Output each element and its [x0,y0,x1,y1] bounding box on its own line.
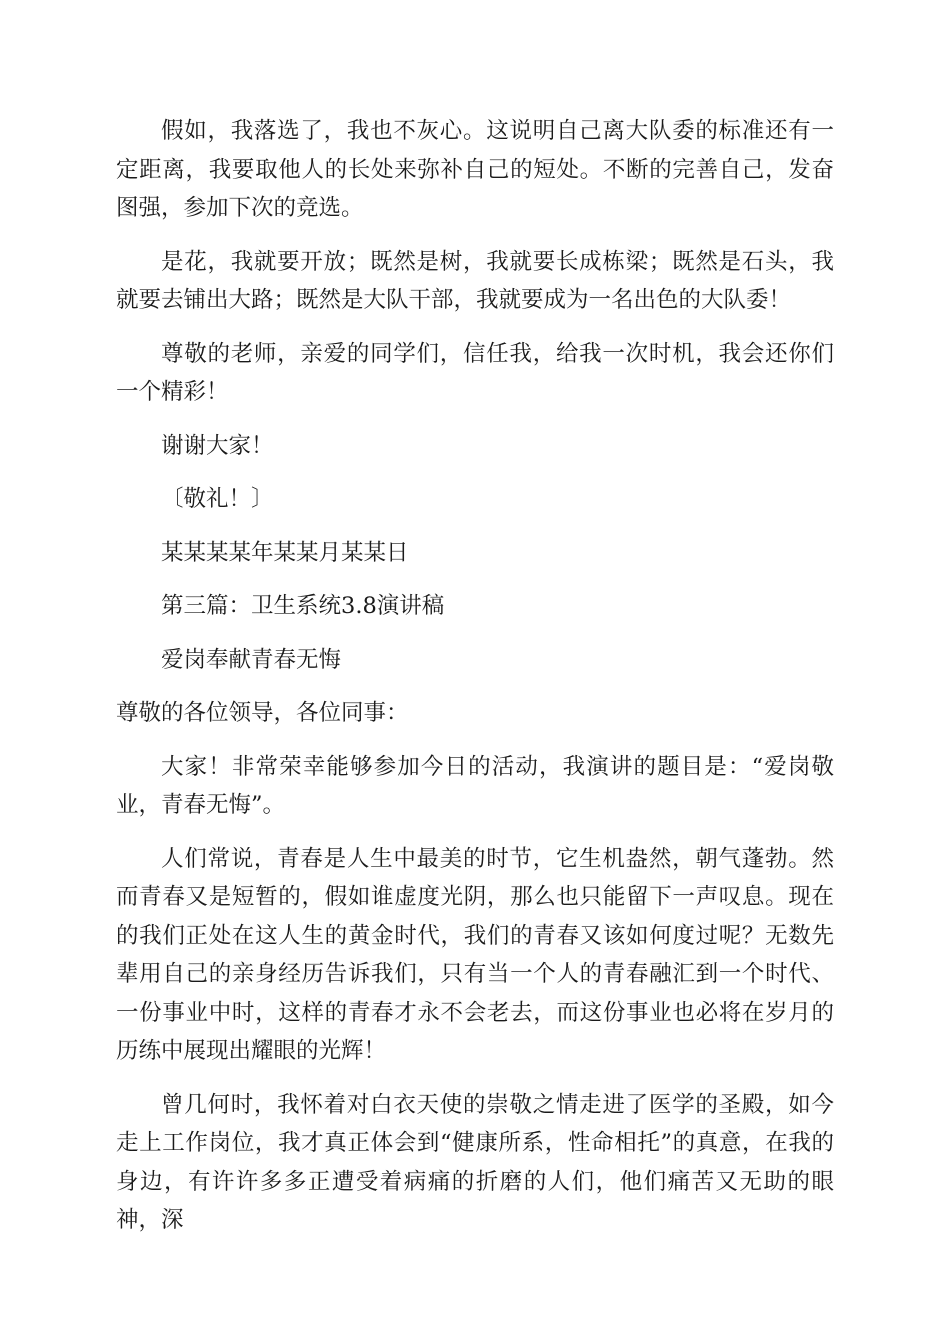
paragraph-date: 某某某某年某某月某某日 [161,539,409,566]
document-page [116,112,834,1255]
paragraph-medicine: 曾几何时，我怀着对白衣天使的崇敬之情走进了医学的圣殿，如今走上工作岗位，我才真正体会到“健康所系，性命相托”的真意，在我的身边，有许许多多正遭受着病痛的折磨的人们，他们痛苦又无助的眼神，深 [116,1091,834,1233]
paragraph-trust-me: 尊敬的老师，亲爱的同学们，信任我，给我一次时机，我会还你们一个精彩！ [116,340,834,405]
paragraph-lose-election: 假如，我落选了，我也不灰心。这说明自己离大队委的标准还有一定距离，我要取他人的长处来弥补自己的短处。不断的完善自己，发奋图强，参加下次的竞选。 [116,118,834,221]
paragraph-flower-tree: 是花，我就要开放；既然是树，我就要长成栋梁；既然是石头，我就要去铺出大路；既然是大队干部，我就要成为一名出色的大队委！ [116,248,834,313]
section-heading: 第三篇：卫生系统3.8演讲稿 [161,593,445,619]
paragraph-thanks: 谢谢大家！ [161,432,274,459]
speech-title: 爱岗奉献青春无悔 [161,646,342,673]
paragraph-intro: 大家！非常荣幸能够参加今日的活动，我演讲的题目是：“爱岗敬业，青春无悔”。 [116,753,834,818]
paragraph-salute: 〔敬礼！〕 [161,486,274,512]
paragraph-youth: 人们常说，青春是人生中最美的时节，它生机盎然，朝气蓬勃。然而青春又是短暂的，假如谁虚度光阴，那么也只能留下一声叹息。现在的我们正处在这人生的黄金时代，我们的青春又该如何度过呢？无数先辈用自己的亲身经历告诉我们，只有当一个人的青春融汇到一个时代、一份事业中时，这样的青春才永不会老去，而这份事业也必将在岁月的历练中展现出耀眼的光辉！ [116,845,834,1064]
salutation: 尊敬的各位领导，各位同事： [116,700,409,726]
